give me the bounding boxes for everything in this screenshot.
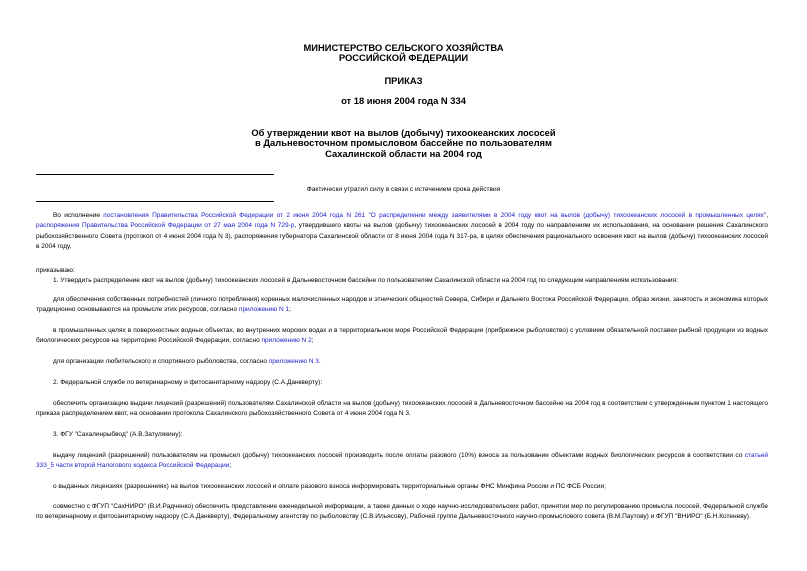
title-line-3: Сахалинской области на 2004 год xyxy=(325,147,482,159)
paragraph-1a xyxy=(36,295,768,316)
paragraph-2a: обеспечить организацию выдачи лицензий (разрешений) пользователям Сахалинской области на вылов (добычу) тихоокеанских лососей в Дальневосточном бассейне на 2004 год в соответствии с утвержденным пунктом 1 настоящего приказа распределением квот, на основании протокола Сахалинского рыбохозяйственного Совета от 4 июня 2004 года N 3. xyxy=(36,400,768,418)
p1b-text: в промышленных целях в поверхностных водных объектах, во внутренних морских водах и в территориальном море Российской Федерации (прибрежное рыболовство) с условием обязательной поставки рыбной продукции из водных биологических ресурсов на территорию Российской Федерации, согласно xyxy=(36,327,768,345)
title-line-1: Об утверждении квот на вылов (добычу) тихоокеанских лососей xyxy=(251,127,556,138)
p1a-text: для обеспечения собственных потребностей (личного потребления) коренных малочисленных народов и этнических общностей Севера, Сибири и Дальнего Востока Российской Федерации, образ жизни, занятость и экономика которых традиционно основываются на промысле этих ресурсов, согласно xyxy=(36,296,768,314)
ministry-name xyxy=(0,43,807,64)
link-appendix-3[interactable]: приложению N 3 xyxy=(268,358,319,365)
link-postanovlenie-261[interactable]: постановления Правительства Российской Федерации от 2 июня 2004 года N 261 "О распределении между заявителями в 2004 году квот на вылов (добычу) тихоокеанских лососей в промышленных целях" xyxy=(103,212,767,219)
p3a-text: выдачу лицензий (разрешений) пользователям на промысел (добычу) тихоокеанских лососей производить после оплаты разового (10%) взноса за пользование объектами водных биологических ресурсов в соответствии со xyxy=(53,452,745,459)
paragraph-2: 2. Федеральной службе по ветеринарному и фитосанитарному надзору (С.А.Данкверту): xyxy=(53,379,323,386)
paragraph-1c xyxy=(36,357,768,367)
divider-bottom xyxy=(36,201,274,202)
link-appendix-2[interactable]: приложению N 2 xyxy=(261,337,312,345)
intro-text-1: Во исполнение xyxy=(53,212,104,219)
paragraph-3b: о выданных лицензиях (разрешениях) на вылов тихоокеанских лососей и оплате разового взноса информировать территориальные органы ФНС Минфина России и ПС ФСБ России; xyxy=(53,483,606,490)
intro-text-3: , утвердившего квоты на вылов (добычу) тихоокеанских лососей в 2004 году по направлениям их использования, на основании решения Сахалинского рыбохозяйственного Совета (протокол от 4 июня 2004 года N 3), распоряжения губернатора Сахалинской области от 8 июня 2004 года N 317-ра, в целях обеспечения рационального освоения квот на вылов (добычу) тихоокеанских лососей в 2004 году, xyxy=(36,222,768,251)
divider-top xyxy=(36,174,274,175)
paragraph-1b xyxy=(36,326,768,347)
paragraph-1: 1. Утвердить распределение квот на вылов (добычу) тихоокеанских лососей в Дальневосточном бассейне по пользователям Сахалинской области на 2004 год по следующим направлениям использования: xyxy=(53,277,678,284)
ministry-line-2: РОССИЙСКОЙ ФЕДЕРАЦИИ xyxy=(338,52,469,64)
p3a-end: ; xyxy=(229,462,232,470)
document-type: ПРИКАЗ xyxy=(384,75,423,86)
paragraph-3a xyxy=(36,451,768,472)
link-appendix-1[interactable]: приложению N 1 xyxy=(238,306,290,314)
link-rasporyazhenie-729r[interactable]: распоряжения Правительства Российской Федерации от 27 мая 2004 года N 729-р xyxy=(36,222,295,230)
document-title xyxy=(0,128,807,159)
title-line-2: в Дальневосточном промысловом бассейне по пользователям xyxy=(255,137,552,149)
intro-paragraph xyxy=(36,211,768,253)
ministry-line-1: МИНИСТЕРСТВО СЕЛЬСКОГО ХОЗЯЙСТВА xyxy=(303,42,504,53)
prikazyvayu: приказываю: xyxy=(36,267,75,274)
paragraph-3c: совместно с ФГУП "СахНИРО" (В.И.Радченко) обеспечить представление еженедельной информации, а также данных о ходе научно-исследовательских работ, принятии мер по регулированию промысла лососей, Федеральной службе по ветеринарному и фитосанитарному надзору (С.А.Данкверту), Федеральному агентству по рыболовству (С.В.Ильясову), Рабочей группе Дальневосточного научно-промыслового совета (В.М.Паутову) и ФГУП "ВНИРО" (Б.Н.Котеневу). xyxy=(36,503,768,521)
link-tax-code-333-5[interactable]: статьей 333_5 части второй Налогового кодекса Российской Федерации xyxy=(36,452,768,470)
paragraph-3: 3. ФГУ "Сахалинрыбвод" (А.В.Затулякину): xyxy=(53,431,183,438)
document-date-number: от 18 июня 2004 года N 334 xyxy=(341,95,466,106)
p1c-end: . xyxy=(318,358,321,365)
p1c-text: для организации любительского и спортивного рыболовства, согласно xyxy=(53,358,269,365)
status-note: Фактически утратил силу в связи с истечением срока действия xyxy=(306,186,501,193)
intro-text-2: , xyxy=(766,212,768,219)
p1b-end: ; xyxy=(311,337,314,345)
p1a-end: ; xyxy=(289,306,291,314)
